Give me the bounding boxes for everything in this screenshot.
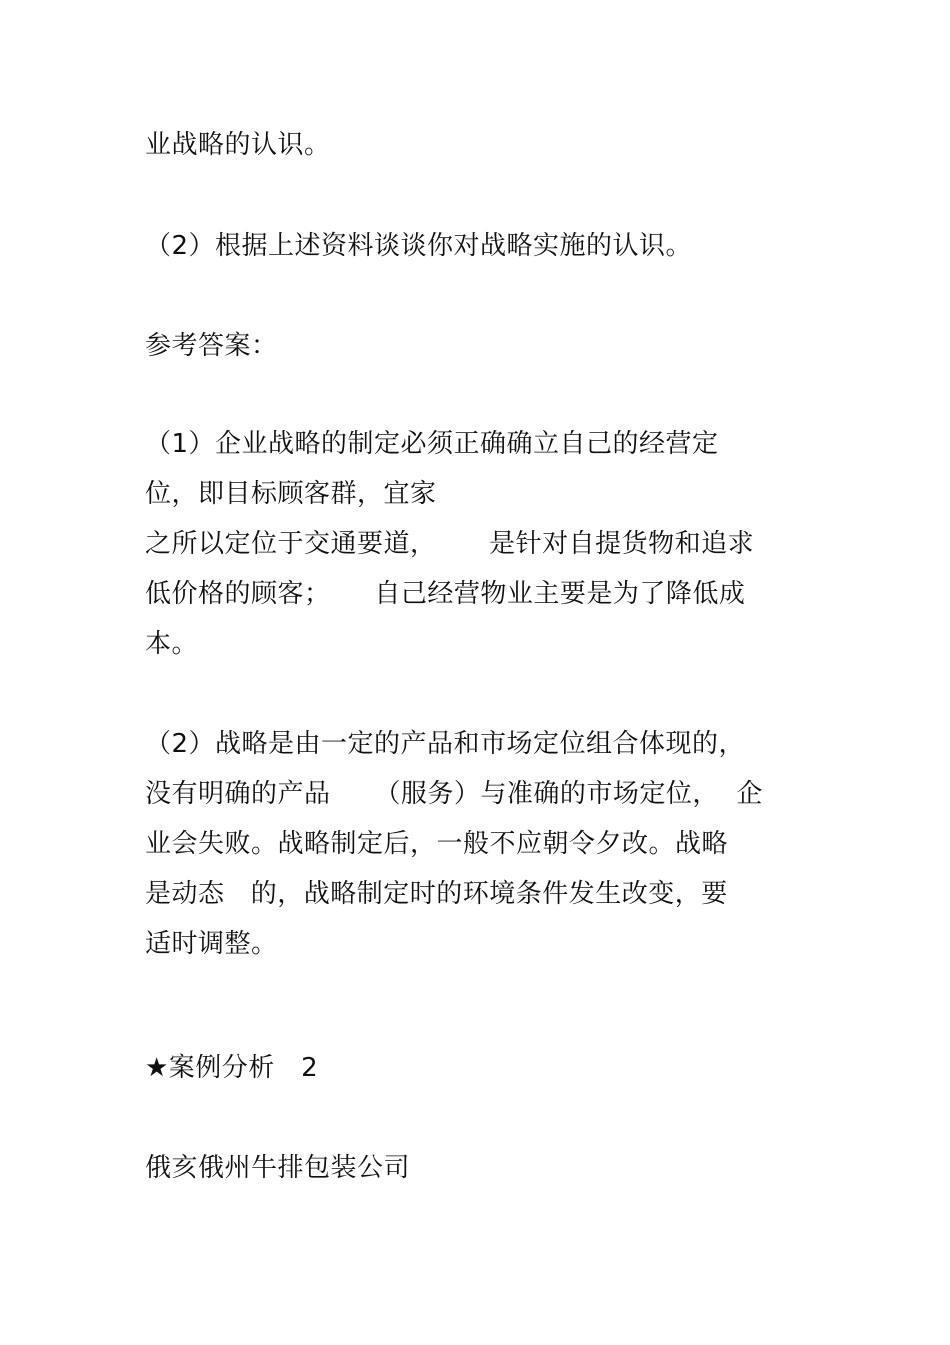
- answer-2-line-3: 业会失败。战略制定后，一般不应朝令夕改。战略: [145, 829, 729, 859]
- case-analysis-heading: ★案例分析 2: [145, 1053, 319, 1083]
- answer-1-line-2: 位，即目标顾客群，宜家: [145, 479, 437, 509]
- answer-2-line-5: 适时调整。: [145, 929, 278, 959]
- answer-1-line-4: 低价格的顾客； 自己经营物业主要是为了降低成: [145, 579, 746, 609]
- reference-answer-heading: 参考答案：: [145, 331, 278, 361]
- answer-1-line-1: （1）企业战略的制定必须正确确立自己的经营定: [145, 429, 719, 459]
- question-2: （2）根据上述资料谈谈你对战略实施的认识。: [145, 231, 693, 261]
- case-title: 俄亥俄州牛排包装公司: [145, 1153, 411, 1183]
- text-line: 业战略的认识。: [145, 130, 331, 160]
- answer-1-line-5: 本。: [145, 629, 199, 659]
- answer-2-line-2: 没有明确的产品 （服务）与准确的市场定位， 企: [145, 779, 763, 809]
- answer-1-line-3: 之所以定位于交通要道， 是针对自提货物和追求: [145, 529, 755, 559]
- answer-2-line-4: 是动态 的，战略制定时的环境条件发生改变，要: [145, 879, 728, 909]
- answer-2-line-1: （2）战略是由一定的产品和市场定位组合体现的，: [145, 729, 746, 759]
